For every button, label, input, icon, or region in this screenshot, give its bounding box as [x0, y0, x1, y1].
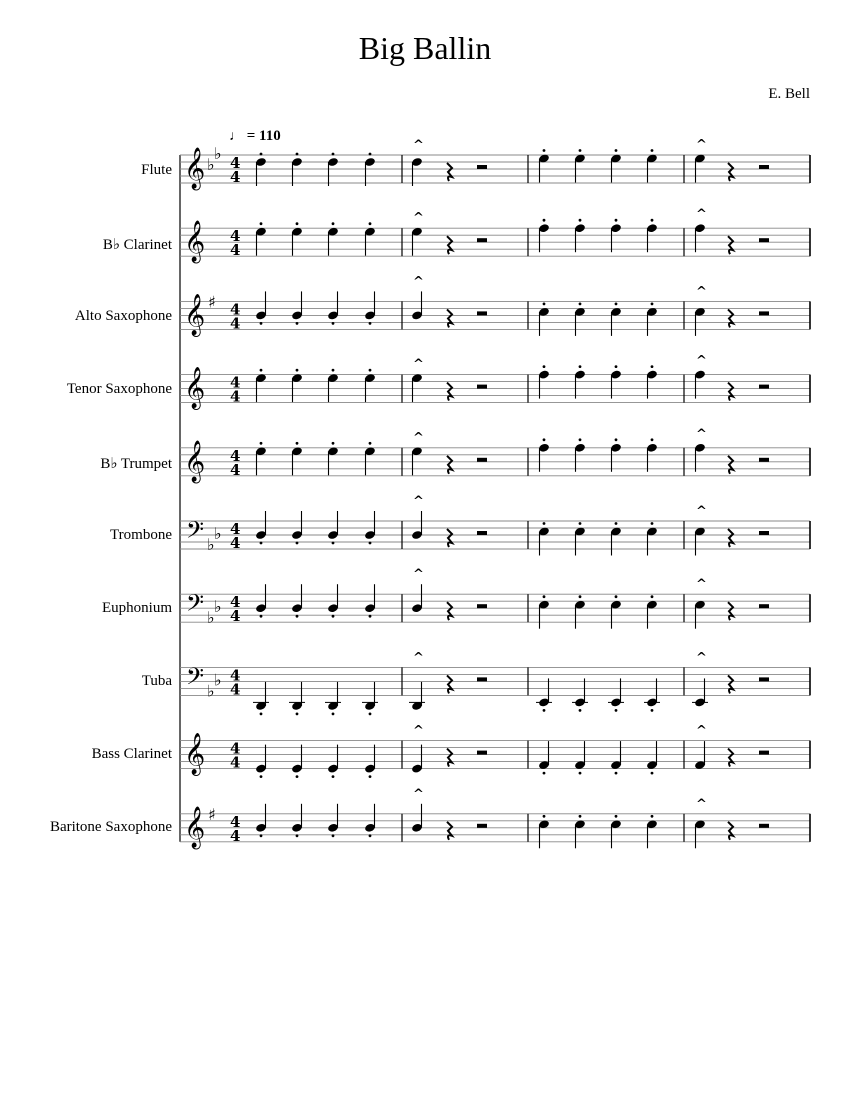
half-rest-icon — [759, 238, 769, 242]
marcato-accent-icon: ^ — [413, 723, 424, 739]
staccato-dot — [260, 322, 263, 325]
marcato-accent-icon: ^ — [413, 494, 424, 509]
flat-icon: ♭ — [214, 597, 222, 617]
half-rest-icon — [477, 604, 487, 608]
staccato-dot — [651, 709, 654, 712]
quarter-rest-icon — [728, 749, 733, 767]
flat-icon: ♭ — [207, 155, 215, 174]
staccato-dot — [296, 542, 299, 545]
quarter-rest-icon — [447, 309, 452, 327]
staff-0 — [180, 138, 810, 191]
treble-clef-icon: 𝄞 — [184, 806, 206, 848]
half-rest-icon — [477, 238, 487, 242]
staccato-dot — [579, 219, 582, 222]
staccato-dot — [296, 369, 299, 372]
marcato-accent-icon: ^ — [696, 723, 707, 739]
staccato-dot — [579, 815, 582, 818]
treble-clef-icon: 𝄞 — [184, 294, 206, 336]
staccato-dot — [543, 595, 546, 598]
half-rest-icon — [759, 458, 769, 462]
staccato-dot — [579, 522, 582, 525]
staccato-dot — [579, 303, 582, 306]
staccato-dot — [651, 365, 654, 368]
time-sig-denominator: 4 — [230, 241, 241, 260]
staff-6 — [180, 567, 810, 629]
staccato-dot — [651, 303, 654, 306]
quarter-rest-icon — [447, 236, 452, 254]
marcato-accent-icon: ^ — [696, 353, 707, 369]
instrument-label-tenor-saxophone: Tenor Saxophone — [66, 381, 172, 397]
treble-clef-icon: 𝄞 — [184, 221, 206, 263]
staccato-dot — [260, 775, 263, 778]
staccato-dot — [332, 153, 335, 156]
flat-icon: ♭ — [214, 670, 222, 690]
quarter-rest-icon — [728, 822, 733, 840]
staff-5 — [180, 494, 810, 556]
time-sig-denominator: 4 — [230, 314, 241, 333]
staccato-dot — [260, 442, 263, 445]
staccato-dot — [543, 365, 546, 368]
half-rest-icon — [759, 531, 769, 535]
instrument-label-bass-clarinet: Bass Clarinet — [91, 746, 172, 762]
marcato-accent-icon: ^ — [413, 567, 424, 583]
instrument-label-bb-trumpet: B♭ Trumpet — [100, 456, 172, 472]
marcato-accent-icon: ^ — [413, 430, 424, 446]
staccato-dot — [651, 219, 654, 222]
staccato-dot — [579, 438, 582, 441]
half-rest-icon — [759, 824, 769, 828]
staff-8 — [180, 724, 810, 778]
half-rest-icon — [759, 604, 769, 608]
half-rest-icon — [477, 311, 487, 315]
half-rest-icon — [759, 677, 769, 681]
staccato-dot — [260, 615, 263, 618]
staccato-dot — [332, 834, 335, 837]
bass-clef-icon: 𝄢 — [186, 662, 205, 696]
quarter-rest-icon — [728, 236, 733, 254]
quarter-rest-icon — [447, 529, 452, 547]
treble-clef-icon: 𝄞 — [184, 733, 206, 775]
flat-icon: ♭ — [214, 524, 222, 543]
staff-1 — [180, 207, 810, 263]
staccato-dot — [332, 322, 335, 325]
staccato-dot — [369, 222, 372, 225]
marcato-accent-icon: ^ — [696, 284, 707, 300]
staccato-dot — [543, 219, 546, 222]
staccato-dot — [296, 442, 299, 445]
quarter-rest-icon — [447, 675, 452, 693]
staccato-dot — [651, 522, 654, 525]
half-rest-icon — [759, 385, 769, 389]
time-sig-numerator: 4 — [230, 300, 241, 319]
time-sig-numerator: 4 — [230, 520, 241, 538]
quarter-rest-icon — [447, 822, 452, 840]
time-sig-denominator: 4 — [230, 753, 241, 772]
staccato-dot — [296, 153, 299, 156]
staccato-dot — [615, 303, 618, 306]
flat-icon: ♭ — [207, 608, 215, 628]
quarter-rest-icon — [728, 602, 733, 620]
quarter-rest-icon — [728, 163, 733, 181]
staccato-dot — [260, 713, 263, 716]
marcato-accent-icon: ^ — [696, 796, 707, 812]
staccato-dot — [260, 369, 263, 372]
marcato-accent-icon: ^ — [413, 274, 424, 290]
marcato-accent-icon: ^ — [696, 207, 707, 223]
half-rest-icon — [759, 165, 769, 169]
staccato-dot — [296, 322, 299, 325]
staff-4 — [180, 427, 810, 483]
marcato-accent-icon: ^ — [696, 426, 707, 442]
flat-icon: ♭ — [214, 144, 222, 163]
staff-7 — [180, 650, 810, 715]
quarter-rest-icon — [447, 163, 452, 181]
treble-clef-icon: 𝄞 — [184, 148, 206, 189]
half-rest-icon — [477, 751, 487, 755]
staccato-dot — [332, 775, 335, 778]
quarter-note-icon: ♩ — [229, 129, 243, 144]
time-sig-numerator: 4 — [230, 812, 241, 831]
staccato-dot — [651, 772, 654, 775]
staccato-dot — [615, 815, 618, 818]
time-sig-numerator: 4 — [230, 446, 241, 465]
staccato-dot — [260, 153, 263, 156]
staccato-dot — [296, 615, 299, 618]
staccato-dot — [651, 149, 654, 152]
quarter-rest-icon — [447, 383, 452, 401]
staccato-dot — [296, 775, 299, 778]
staccato-dot — [579, 149, 582, 152]
composer-credit: E. Bell — [768, 86, 810, 102]
marcato-accent-icon: ^ — [413, 210, 424, 226]
sharp-icon: ♯ — [208, 804, 216, 824]
staff-9 — [180, 787, 810, 849]
half-rest-icon — [477, 385, 487, 389]
staccato-dot — [615, 149, 618, 152]
staccato-dot — [369, 615, 372, 618]
staccato-dot — [651, 595, 654, 598]
staff-3 — [180, 354, 810, 410]
half-rest-icon — [477, 824, 487, 828]
staccato-dot — [543, 522, 546, 525]
quarter-rest-icon — [447, 456, 452, 474]
marcato-accent-icon: ^ — [696, 137, 707, 153]
flat-icon: ♭ — [207, 681, 215, 701]
staccato-dot — [332, 713, 335, 716]
instrument-label-euphonium: Euphonium — [102, 600, 172, 616]
marcato-accent-icon: ^ — [413, 138, 424, 153]
staccato-dot — [296, 834, 299, 837]
staccato-dot — [369, 775, 372, 778]
marcato-accent-icon: ^ — [413, 650, 424, 666]
staccato-dot — [651, 815, 654, 818]
marcato-accent-icon: ^ — [413, 786, 424, 802]
time-sig-denominator: 4 — [230, 168, 241, 186]
staccato-dot — [543, 815, 546, 818]
staccato-dot — [369, 542, 372, 545]
staccato-dot — [615, 438, 618, 441]
staccato-dot — [369, 442, 372, 445]
staccato-dot — [332, 542, 335, 545]
instrument-label-tuba: Tuba — [141, 673, 172, 689]
time-sig-denominator: 4 — [230, 460, 241, 479]
time-sig-numerator: 4 — [230, 666, 241, 685]
staccato-dot — [579, 709, 582, 712]
quarter-rest-icon — [728, 383, 733, 401]
half-rest-icon — [759, 311, 769, 315]
staccato-dot — [615, 365, 618, 368]
staccato-dot — [543, 149, 546, 152]
staccato-dot — [369, 369, 372, 372]
marcato-accent-icon: ^ — [413, 357, 424, 373]
half-rest-icon — [477, 165, 487, 169]
staccato-dot — [543, 772, 546, 775]
staccato-dot — [615, 522, 618, 525]
marcato-accent-icon: ^ — [696, 650, 707, 666]
time-sig-denominator: 4 — [230, 534, 241, 552]
staccato-dot — [296, 222, 299, 225]
instrument-label-bb-clarinet: B♭ Clarinet — [102, 237, 172, 253]
staccato-dot — [615, 772, 618, 775]
time-sig-numerator: 4 — [230, 593, 241, 612]
staccato-dot — [579, 365, 582, 368]
staccato-dot — [332, 442, 335, 445]
bass-clef-icon: 𝄢 — [186, 516, 205, 549]
staccato-dot — [332, 222, 335, 225]
quarter-rest-icon — [728, 456, 733, 474]
staccato-dot — [369, 713, 372, 716]
half-rest-icon — [477, 677, 487, 681]
half-rest-icon — [477, 531, 487, 535]
marcato-accent-icon: ^ — [696, 577, 707, 593]
staccato-dot — [651, 438, 654, 441]
quarter-rest-icon — [728, 529, 733, 547]
quarter-rest-icon — [447, 749, 452, 767]
time-sig-numerator: 4 — [230, 227, 241, 246]
treble-clef-icon: 𝄞 — [184, 440, 206, 482]
quarter-rest-icon — [728, 675, 733, 693]
instrument-label-baritone-saxophone: Baritone Saxophone — [49, 819, 172, 835]
staff-2 — [180, 274, 810, 336]
sharp-icon: ♯ — [208, 292, 216, 312]
treble-clef-icon: 𝄞 — [184, 367, 206, 409]
staccato-dot — [579, 772, 582, 775]
time-sig-numerator: 4 — [230, 739, 241, 758]
marcato-accent-icon: ^ — [696, 504, 707, 519]
time-sig-denominator: 4 — [230, 680, 241, 699]
staccato-dot — [296, 713, 299, 716]
staccato-dot — [260, 222, 263, 225]
staccato-dot — [332, 369, 335, 372]
instrument-label-trombone: Trombone — [110, 527, 172, 543]
staccato-dot — [332, 615, 335, 618]
time-sig-numerator: 4 — [230, 154, 241, 172]
staccato-dot — [260, 542, 263, 545]
half-rest-icon — [477, 458, 487, 462]
staccato-dot — [260, 834, 263, 837]
staccato-dot — [543, 303, 546, 306]
time-sig-denominator: 4 — [230, 387, 241, 406]
staccato-dot — [369, 153, 372, 156]
score-title: Big Ballin — [358, 30, 492, 66]
staccato-dot — [615, 219, 618, 222]
time-sig-numerator: 4 — [230, 373, 241, 392]
staccato-dot — [615, 709, 618, 712]
quarter-rest-icon — [728, 309, 733, 327]
quarter-rest-icon — [447, 602, 452, 620]
staccato-dot — [543, 438, 546, 441]
staccato-dot — [615, 595, 618, 598]
time-sig-denominator: 4 — [230, 826, 241, 845]
instrument-label-flute: Flute — [141, 162, 172, 178]
bass-clef-icon: 𝄢 — [186, 589, 205, 623]
tempo-value: = 110 — [246, 128, 281, 144]
instrument-label-alto-saxophone: Alto Saxophone — [74, 308, 172, 324]
time-sig-denominator: 4 — [230, 607, 241, 626]
staccato-dot — [369, 834, 372, 837]
flat-icon: ♭ — [207, 535, 215, 554]
staccato-dot — [579, 595, 582, 598]
staccato-dot — [543, 709, 546, 712]
staccato-dot — [369, 322, 372, 325]
half-rest-icon — [759, 751, 769, 755]
